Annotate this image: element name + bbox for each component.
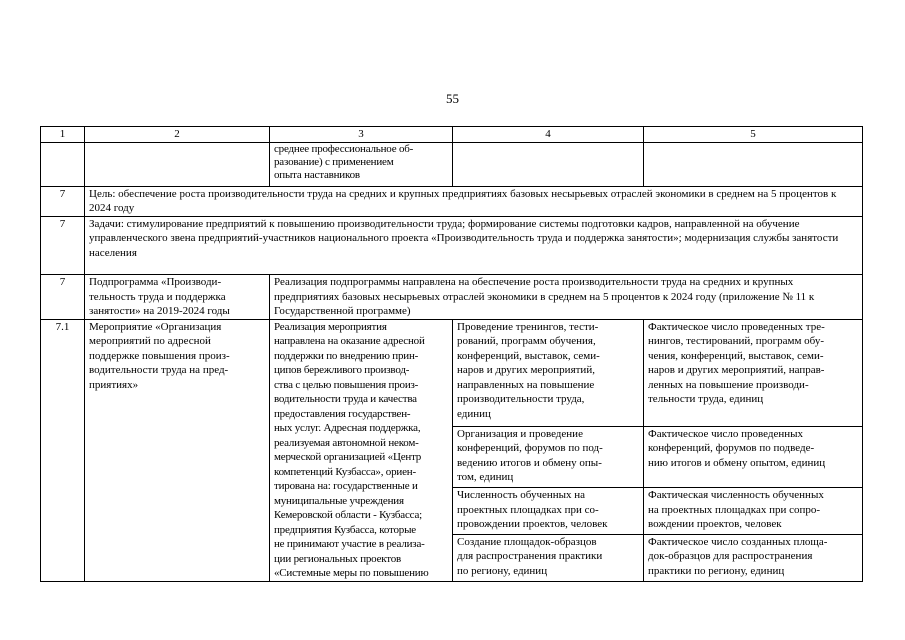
indicator-3-method: Фактическая численность обученных на проектных площадках при сопро- вождении проектов, человек — [644, 488, 863, 535]
indicator-2-method: Фактическое число проведенных конференций, форумов по подведе- нию итогов и обмену опытом, единиц — [644, 426, 863, 488]
measure-row — [41, 319, 863, 426]
tasks-number: 7 — [41, 216, 85, 275]
measure-number: 7.1 — [41, 319, 85, 581]
indicator-2-name: Организация и проведение конференций, форумов по под- ведению итогов и обмену опы- том, единиц — [453, 426, 644, 488]
tasks-text: Задачи: стимулирование предприятий к повышению производительности труда; формирование системы подготовки кадров, направленной на обучение управленческого звена предприятий-участников национального проекта «Производительность труда и поддержка занятости»; модернизация службы занятости населения — [85, 216, 863, 275]
subprogram-name: Подпрограмма «Производи- тельность труда и поддержка занятости» на 2019-2024 годы — [85, 275, 270, 320]
page-number: 55 — [446, 91, 459, 106]
continued-row — [41, 142, 863, 186]
cell-empty — [453, 142, 644, 186]
cell-empty — [41, 142, 85, 186]
program-table — [40, 126, 863, 582]
table-header-row — [41, 127, 863, 143]
header-col-4: 4 — [453, 127, 644, 143]
indicator-4-name: Создание площадок-образцов для распространения практики по региону, единиц — [453, 534, 644, 581]
measure-description: Реализация мероприятия направлена на оказание адресной поддержки по внедрению прин- ципов бережливого производ- ства с целью повышения произ- водительности труда и качества предоставления государствен- ных услуг. Адресная поддержка, реализуемая автономной неком- мерческой организацией «Центр компетенций Кузбасса», ориен- тирована на: государственные и муниципальные учреждения Кемеровской области - Кузбасса; предприятия Кузбасса, которые не принимают участие в реализа- ции региональных проектов «Системные меры по повышению — [270, 319, 453, 581]
goal-text: Цель: обеспечение роста производительности труда на средних и крупных предприятиях базовых несырьевых отраслей экономики в среднем на 5 процентов к 2024 году — [85, 186, 863, 216]
subprogram-row — [41, 275, 863, 320]
subprogram-text: Реализация подпрограммы направлена на обеспечение роста производительности труда на средних и крупных предприятиях базовых несырьевых отраслей экономики в среднем на 5 процентов к 2024 году (приложение № 11 к Государственной программе) — [270, 275, 863, 320]
indicator-1-method: Фактическое число проведенных тре- нингов, тестирований, программ обу- чения, конференций, выставок, семи- наров и других мероприятий, направ- ленных на повышение производи- тельности труда, единиц — [644, 319, 863, 426]
header-col-3: 3 — [270, 127, 453, 143]
cell-empty — [644, 142, 863, 186]
header-col-1: 1 — [41, 127, 85, 143]
goal-number: 7 — [41, 186, 85, 216]
subprogram-number: 7 — [41, 275, 85, 320]
goal-row — [41, 186, 863, 216]
continued-text: среднее профессиональное об- разование) с применением опыта наставников — [270, 142, 453, 186]
measure-name: Мероприятие «Организация мероприятий по адресной поддержке повышения произ- водительности труда на пред- приятиях» — [85, 319, 270, 581]
header-col-2: 2 — [85, 127, 270, 143]
indicator-3-name: Численность обученных на проектных площадках при со- провождении проектов, человек — [453, 488, 644, 535]
indicator-1-name: Проведение тренингов, тести- рований, программ обучения, конференций, выставок, семи- наров и других мероприятий, направленных на повышение производительности труда, единиц — [453, 319, 644, 426]
cell-empty — [85, 142, 270, 186]
indicator-4-method: Фактическое число созданных площа- док-образцов для распространения практики по региону, единиц — [644, 534, 863, 581]
tasks-row — [41, 216, 863, 275]
header-col-5: 5 — [644, 127, 863, 143]
